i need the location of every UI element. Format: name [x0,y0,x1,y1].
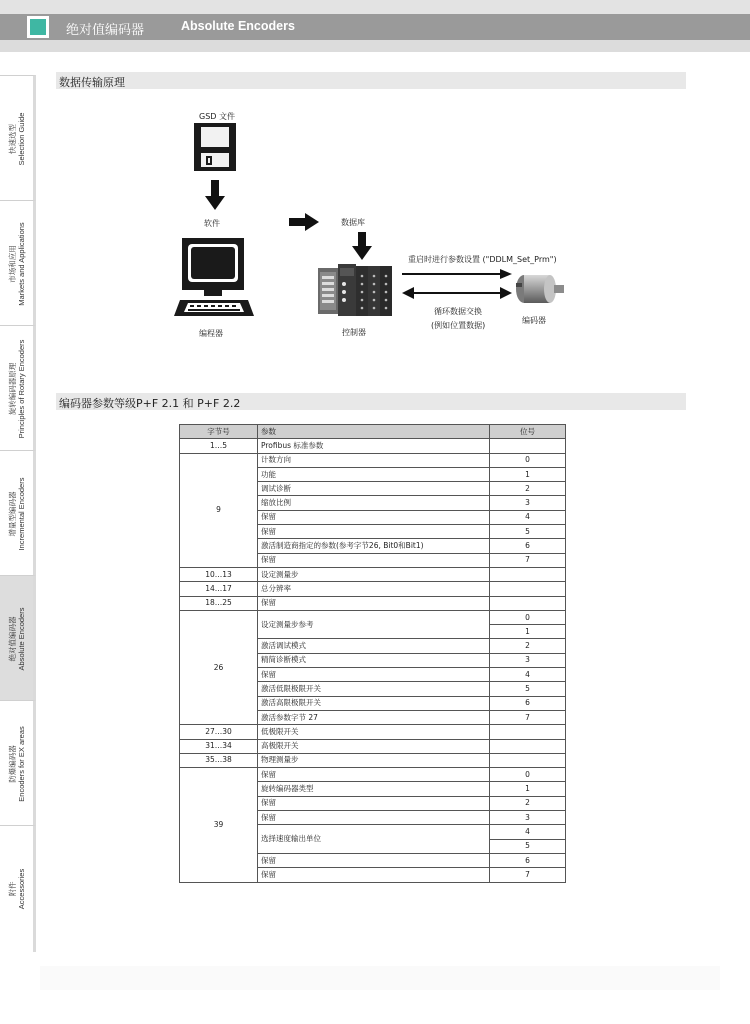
bit-number-cell: 4 [490,825,566,839]
bit-number-cell [490,725,566,739]
side-tab-3[interactable] [0,450,36,576]
parameter-cell: 保留 [258,510,490,524]
arrow-right-icon [289,213,319,231]
database-label: 数据库 [341,218,365,227]
cyclic-exchange-note: (例如位置数据) [431,321,486,330]
parameter-cell: 选择速度输出单位 [258,825,490,854]
side-tab-4[interactable] [0,575,36,701]
bit-number-cell [490,582,566,596]
parameter-cell: 保留 [258,768,490,782]
side-tab-label-cn: 市场和应用 [7,244,17,283]
parameter-cell: 保留 [258,853,490,867]
parameter-cell: 功能 [258,467,490,481]
brand-logo [27,16,49,38]
bit-number-cell: 1 [490,782,566,796]
bit-number-cell: 6 [490,853,566,867]
parameter-cell: 设定测量步参考 [258,610,490,639]
table-row [180,567,566,581]
side-tab-label-en: Encoders for EX areas [16,725,26,802]
gsd-file-label: GSD 文件 [199,112,235,121]
parameter-cell: 调试诊断 [258,482,490,496]
byte-number-cell: 31…34 [180,739,258,753]
side-tab-label-cn: 增量型编码器 [7,491,17,537]
bit-number-cell: 0 [490,610,566,624]
bit-number-cell: 7 [490,710,566,724]
side-tab-6[interactable] [0,825,36,952]
bit-number-cell: 6 [490,539,566,553]
section-title: 编码器参数等级P+F 2.1 和 P+F 2.2 [59,397,241,410]
side-tab-label-en: Selection Guide [16,112,26,165]
bit-number-cell: 2 [490,639,566,653]
parameter-cell: 旋转编码器类型 [258,782,490,796]
bit-number-cell: 1 [490,625,566,639]
parameter-cell: 保留 [258,596,490,610]
encoder-label: 编码器 [522,316,546,325]
side-tab-label [8,869,26,909]
double-arrow-icon [402,287,512,299]
parameter-cell: 保留 [258,668,490,682]
bit-number-cell [490,753,566,767]
parameter-cell: 低极限开关 [258,725,490,739]
bit-number-cell: 4 [490,510,566,524]
programmer-label: 编程器 [199,329,223,338]
arrow-down-icon [205,180,225,210]
bit-number-cell [490,596,566,610]
byte-number-cell: 26 [180,610,258,724]
parameter-cell: 精简诊断模式 [258,653,490,667]
side-tab-label-cn: 附件 [7,881,17,897]
side-tab-label [8,477,26,550]
table-row [180,739,566,753]
parameter-cell: 激活参数字节 27 [258,710,490,724]
parameter-cell: 激活调试模式 [258,639,490,653]
side-tab-label [8,222,26,305]
parameter-cell: 物理测量步 [258,753,490,767]
header-sub-strip [0,40,750,52]
parameter-cell: 设定测量步 [258,567,490,581]
side-tab-label [8,726,26,801]
table-row [180,582,566,596]
parameter-cell: 保留 [258,811,490,825]
bit-number-cell: 3 [490,811,566,825]
parameter-cell: Profibus 标准参数 [258,439,490,453]
bit-number-cell: 7 [490,868,566,882]
bit-number-cell: 5 [490,839,566,853]
parameter-cell: 保留 [258,525,490,539]
byte-number-cell: 10…13 [180,567,258,581]
side-tab-label [8,339,26,438]
parameter-cell: 保留 [258,868,490,882]
side-tab-0[interactable] [0,75,36,201]
parameter-cell: 保留 [258,553,490,567]
bit-number-cell: 0 [490,453,566,467]
header-title-en: Absolute Encoders [181,19,295,33]
parameter-cell: 缩放比例 [258,496,490,510]
side-tab-label-cn: 快速选型 [7,123,17,154]
side-tab-label-en: Accessories [16,868,26,910]
table-row [180,768,566,782]
header-title-cn: 绝对值编码器 [66,23,145,38]
table-row [180,610,566,624]
bit-number-cell: 2 [490,482,566,496]
arrow-down-icon [352,232,372,260]
bit-number-cell [490,567,566,581]
controller-label: 控制器 [342,328,366,337]
section-header-parameters [56,393,686,410]
byte-number-cell: 35…38 [180,753,258,767]
table-row [180,725,566,739]
side-navigation [0,75,36,951]
computer-icon [174,236,254,320]
table-header-row [180,425,566,439]
page-footer [40,966,720,990]
software-label: 软件 [204,219,220,228]
bit-number-cell: 4 [490,668,566,682]
parameter-cell: 激活制造商指定的参数(参考字节26, Bit0和Bit1) [258,539,490,553]
bit-number-cell: 7 [490,553,566,567]
parameter-cell: 激活高限极限开关 [258,696,490,710]
side-tab-5[interactable] [0,700,36,826]
side-tab-label-en: Incremental Encoders [16,477,26,550]
header-bit: 位号 [490,425,566,439]
byte-number-cell: 14…17 [180,582,258,596]
controller-plc-icon [318,262,394,320]
byte-number-cell: 27…30 [180,725,258,739]
side-tab-2[interactable] [0,325,36,451]
bit-number-cell: 6 [490,696,566,710]
cyclic-exchange-label: 循环数据交换 [434,307,482,316]
side-tab-label-en: Principles of Rotary Encoders [16,339,26,438]
section-title: 数据传输原理 [59,76,125,89]
bit-number-cell: 1 [490,467,566,481]
side-tab-label-cn: 绝对值编码器 [7,616,17,661]
side-tab-1[interactable] [0,200,36,326]
table-row [180,753,566,767]
side-tab-label [8,112,26,165]
page-header [0,14,750,40]
byte-number-cell: 18…25 [180,596,258,610]
bit-number-cell: 3 [490,653,566,667]
floppy-disk-icon [194,123,236,171]
rotary-encoder-icon [514,271,566,307]
bit-number-cell: 5 [490,525,566,539]
parameter-table [179,424,566,883]
byte-number-cell: 39 [180,768,258,882]
parameter-cell: 高极限开关 [258,739,490,753]
bit-number-cell: 2 [490,796,566,810]
byte-number-cell: 1…5 [180,439,258,453]
restart-parameter-label: 重启时进行参数设置 ("DDLM_Set_Prm") [408,255,557,264]
arrow-right-icon [402,269,512,279]
side-tab-label [8,607,26,670]
side-tab-label-en: Markets and Applications [16,221,26,306]
side-tab-label-en: Absolute Encoders [16,607,26,670]
header-byte: 字节号 [180,425,258,439]
byte-number-cell: 9 [180,453,258,567]
bit-number-cell: 3 [490,496,566,510]
section-header-data-transfer [56,72,686,89]
parameter-cell: 激活低限极限开关 [258,682,490,696]
bit-number-cell: 0 [490,768,566,782]
bit-number-cell [490,739,566,753]
header-parameter: 参数 [258,425,490,439]
top-strip [0,0,750,14]
bit-number-cell [490,439,566,453]
table-row [180,596,566,610]
parameter-cell: 计数方向 [258,453,490,467]
parameter-cell: 保留 [258,796,490,810]
bit-number-cell: 5 [490,682,566,696]
parameter-cell: 总分辨率 [258,582,490,596]
side-tab-label-cn: 旋转编码器原理 [7,362,17,415]
table-row [180,439,566,453]
side-tab-label-cn: 防爆编码器 [7,744,17,783]
table-row [180,453,566,467]
